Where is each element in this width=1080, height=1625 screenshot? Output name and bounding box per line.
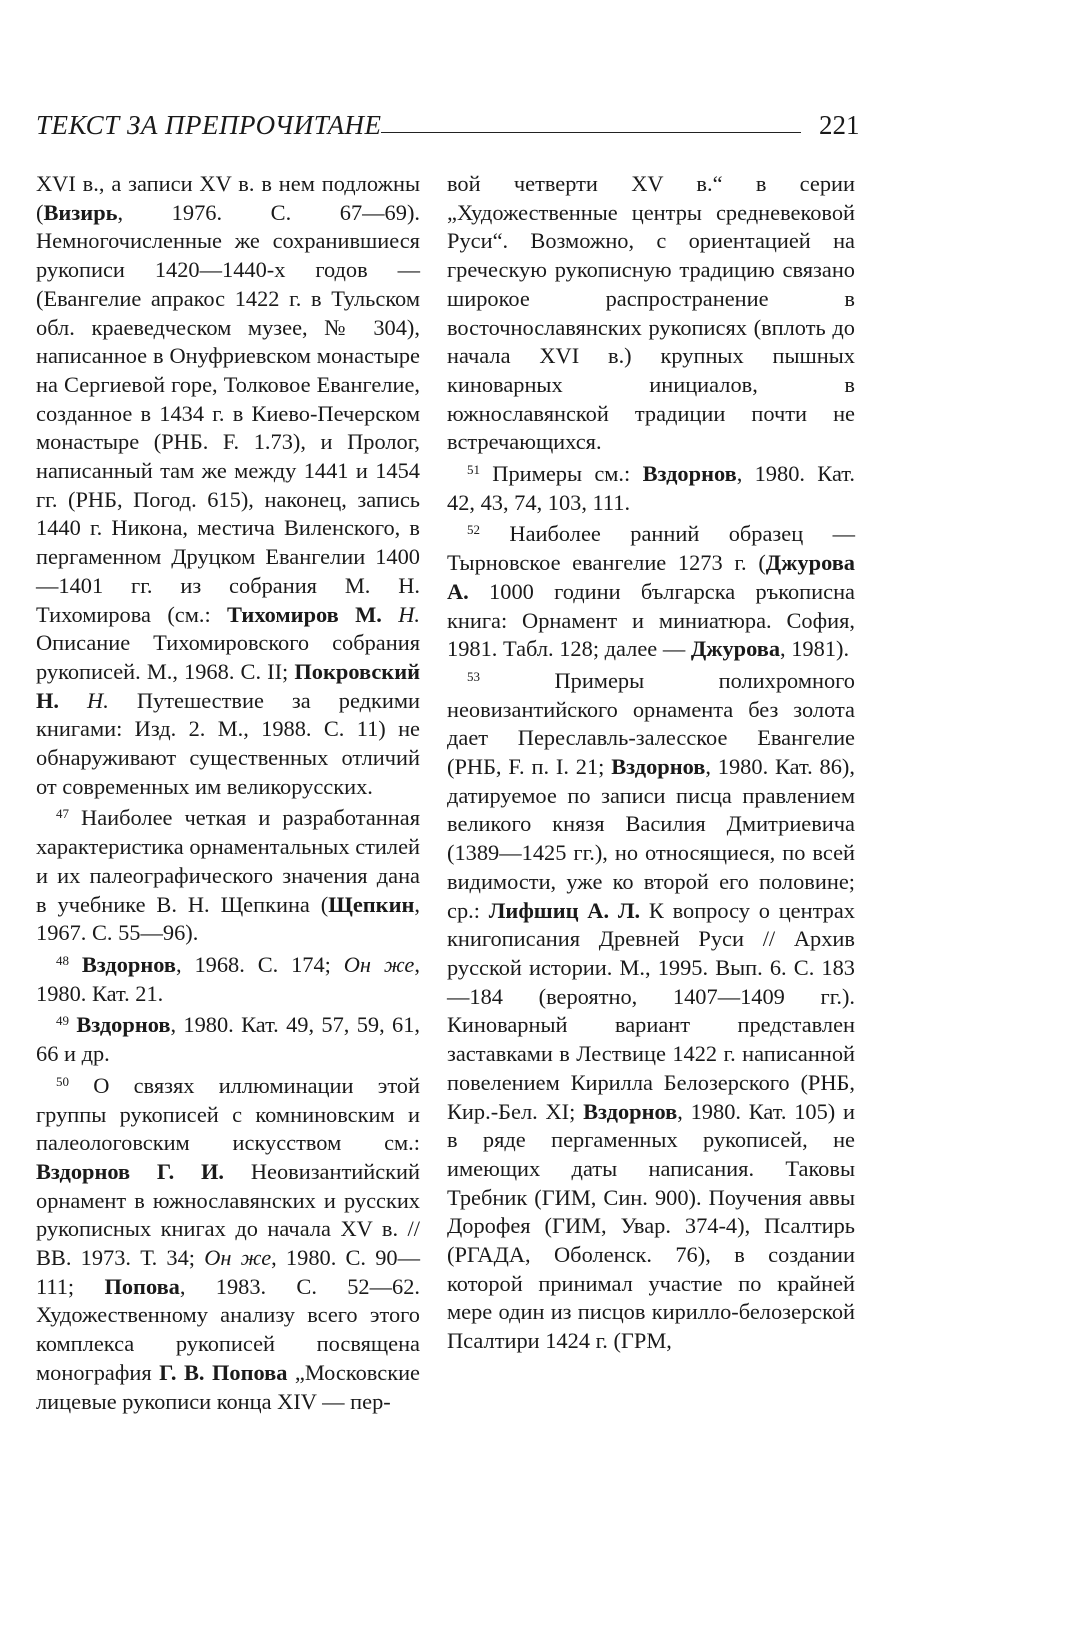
text-span: Неовизантийский орнамент в южнославянских и русских рукописных книгах до начала XV в. // ВВ. 1973. Т. 34; xyxy=(36,1158,420,1271)
text-span: , 1980. Кат. 49, 57, 59, 61, 66 и др. xyxy=(36,1012,420,1067)
bold-author: Вздорнов xyxy=(642,461,737,487)
italic-text: Он же xyxy=(204,1245,272,1271)
italic-initial: Н. xyxy=(398,601,420,627)
text-span: вой четверти XV в.“ в серии „Художественные центры средневековой Руси“. Возможно, с ориентацией на греческую рукописную традицию связано широкое распространение в восточнославянских рукописях (вплоть до начала XVI в.) крупных пышных киноварных инициалов, в южнославянской традиции почти не встречающихся. xyxy=(447,171,855,455)
header-rule xyxy=(381,132,801,133)
text-span: Примеры полихромного неовизантийского орнамента без золота дает Переславль-залесское Евангелие (РНБ, F. п. I. 21; xyxy=(447,667,855,780)
text-span: Описание Тихомировского собрания рукописей. М., 1968. С. II; xyxy=(36,630,420,684)
text-span: Путешествие за редкими книгами: Изд. 2. М., 1988. С. 11) не обнаруживают существенных отличий от современных им великорусских. xyxy=(36,687,420,799)
bold-author: Лифшиц А. Л. xyxy=(488,897,641,923)
footnote-48 xyxy=(36,951,420,1008)
footnote-47 xyxy=(36,804,420,948)
footnote-number: 52 xyxy=(467,522,480,538)
bold-author: Щепкин xyxy=(328,891,415,917)
footnote-number: 53 xyxy=(467,668,480,684)
paragraph-continuation xyxy=(36,170,420,801)
footnote-number: 49 xyxy=(56,1013,69,1029)
bold-author: Джурова xyxy=(690,636,781,662)
text-span: Примеры см.: xyxy=(480,461,643,487)
footnote-number: 47 xyxy=(56,806,69,822)
footnote-50 xyxy=(36,1072,420,1416)
left-column xyxy=(36,170,420,1416)
bold-author: Вздорнов xyxy=(69,951,176,977)
bold-author: Вздорнов xyxy=(583,1098,678,1124)
right-column xyxy=(447,170,855,1356)
text-span: О связях иллюминации этой группы рукописей с комниновским и палеологовским искусством см.: xyxy=(36,1072,420,1156)
bold-author: Покровский Н. xyxy=(36,658,420,713)
bold-author: Тихомиров М. xyxy=(227,601,382,627)
text-span: , 1981). xyxy=(780,636,850,662)
footnote-49 xyxy=(36,1011,420,1068)
bold-author: Вздорнов xyxy=(69,1012,171,1038)
text-span: , 1980. С. 90—111; xyxy=(36,1245,420,1299)
running-title: ТЕКСТ ЗА ПРЕПРОЧИТАНЕ xyxy=(36,110,382,140)
page-header xyxy=(36,106,860,146)
text-span: , 1980. Кат. 86), датируемое по записи писца правлением великого князя Василия Дмитриевича (1389—1425 гг.), но относящиеся, по всей видимости, уже ко второй его половине; ср.: xyxy=(447,754,855,923)
italic-text: Он же xyxy=(343,951,415,977)
text-span: 1000 години българска ръкописна книга: Орнамент и миниатюра. София, 1981. Табл. 128; далее — xyxy=(447,578,855,662)
footnote-53 xyxy=(447,667,855,1356)
text-span: , 1980. Кат. 21. xyxy=(36,951,420,1006)
bold-author: Вздорнов xyxy=(611,754,706,780)
text-span: , 1968. С. 174; xyxy=(176,951,344,977)
text-span: , 1983. С. 52—62. Художественному анализу всего этого комплекса рукописей посвящена монография xyxy=(36,1273,420,1385)
footnote-number: 48 xyxy=(56,952,69,968)
italic-initial: Н. xyxy=(87,687,109,713)
bold-author: Вздорнов Г. И. xyxy=(36,1158,225,1184)
text-span: , 1967. С. 55—96). xyxy=(36,891,420,946)
paragraph-continuation xyxy=(447,170,855,457)
bold-author: Попова xyxy=(104,1273,180,1299)
text-span: К вопросу о центрах книгописания Древней Руси // Архив русской истории. М., 1995. Вып. 6. С. 183—184 (вероятно, 1407—1409 гг.). Киноварный вариант представлен заставками в Лествице 1422 г. написанной повелением Кирилла Белозерского (РНБ, Кир.-Бел. XI; xyxy=(447,897,855,1124)
page-number: 221 xyxy=(819,110,860,140)
footnote-number: 51 xyxy=(467,462,480,478)
bold-author: Визирь xyxy=(43,199,118,225)
bold-author: Г. В. Попова xyxy=(159,1359,288,1385)
text-span: , 1976. С. 67—69). Немногочисленные же сохранившиеся рукописи 1420—1440-х годов — (Евангелие апракос 1422 г. в Тульском обл. краеведческом музее, № 304), написанное в Онуфриевском монастыре на Сергиевой горе, Толковое Евангелие, созданное в 1434 г. в Киево-Печерском монастыре (РНБ. F. 1.73), и Пролог, написанный там же между 1441 и 1454 гг. (РНБ, Погод. 615), наконец, запись 1440 г. Никона, местича Виленского, в пергаменном Друцком Евангелии 1400—1401 гг. из собрания М. Н. Тихомирова (см.: xyxy=(36,199,420,627)
footnote-51 xyxy=(447,460,855,517)
footnote-52 xyxy=(447,520,855,664)
bold-author: Джурова А. xyxy=(447,550,855,604)
footnote-number: 50 xyxy=(56,1073,69,1089)
text-span: „Московские лицевые рукописи конца XIV — пер- xyxy=(36,1359,420,1414)
text-span: Наиболее ранний образец — Тырновское евангелие 1273 г. ( xyxy=(447,521,855,576)
text-span: , 1980. Кат. 42, 43, 74, 103, 111. xyxy=(447,461,855,515)
text-span: , 1980. Кат. 105) и в ряде пергаменных рукописей, не имеющих даты написания. Таковы Требник (ГИМ, Син. 900). Поучения аввы Дорофея (ГИМ, Увар. 374-4), Псалтирь (РГАДА, Оболенск. 76), в создании которой принимал участие по крайней мере один из писцов кирилло-белозерской Псалтири 1424 г. (ГРМ, xyxy=(447,1098,855,1354)
text-span: Наиболее четкая и разработанная характеристика орнаментальных стилей и их палеографического значения дана в учебнике В. Н. Щепкина ( xyxy=(36,805,420,917)
text-span: XVI в., а записи XV в. в нем подложны ( xyxy=(36,171,420,225)
